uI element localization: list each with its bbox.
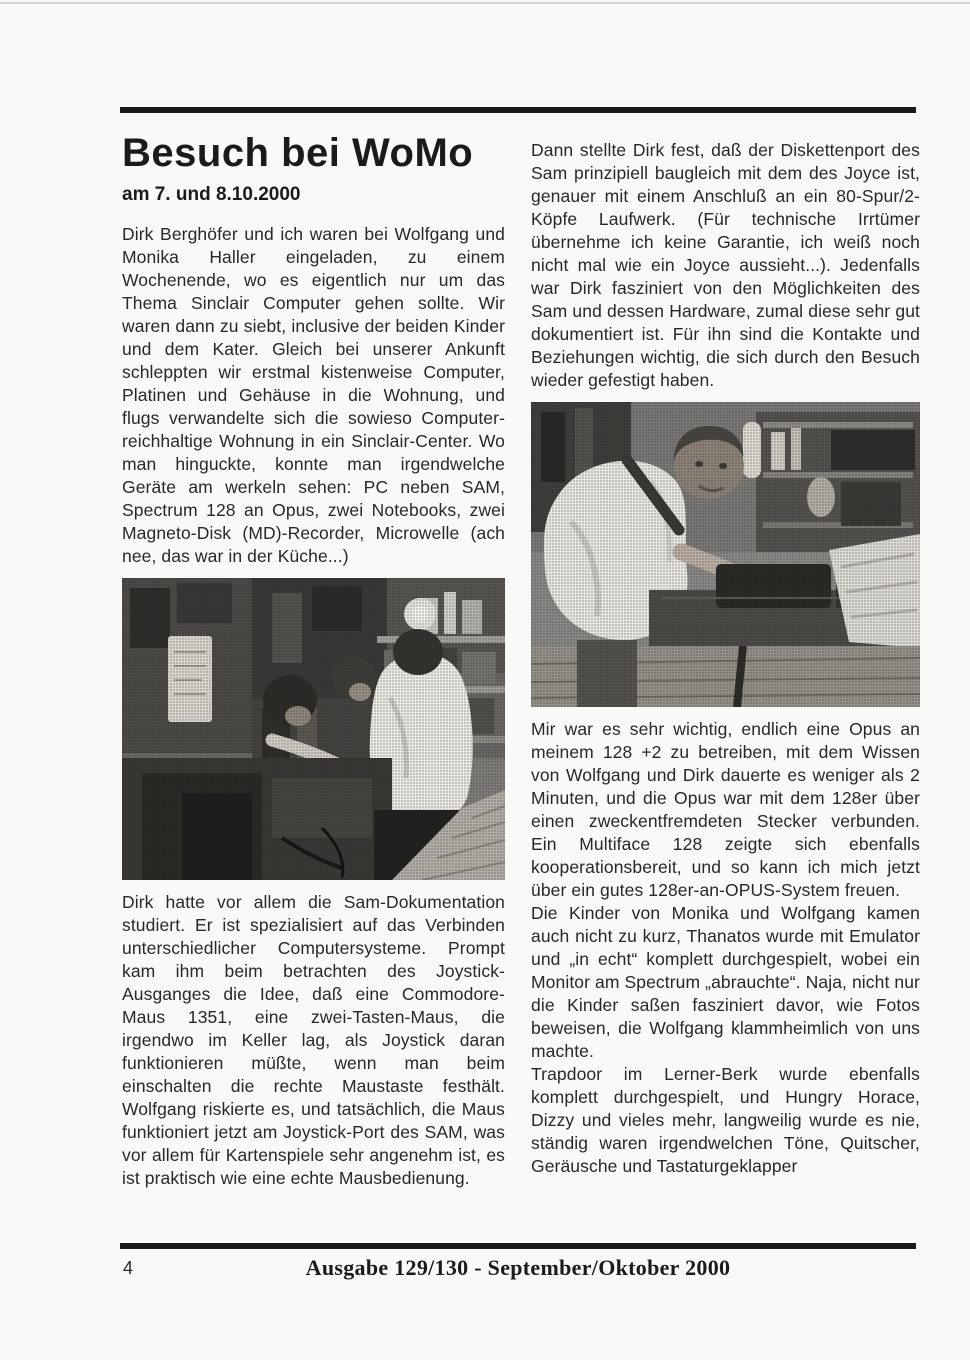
header-rule (120, 107, 916, 113)
left-column (122, 132, 505, 1190)
paragraph-right-4: Trapdoor im Lerner-Berk wurde ebenfalls komplett durchgespielt, und Hungry Horace, Dizzy und vieles mehr, langweilig wurde es nie, ständig waren irgendwelchen Töne, Quitscher, Geräusche und Tastaturgeklapper (531, 1064, 920, 1176)
photo-right-illustration (531, 402, 920, 707)
photo-man-bending-over-desk (531, 402, 920, 707)
article-title: Besuch bei WoMo (122, 131, 474, 175)
footer-rule (120, 1243, 916, 1249)
paragraph-left-2: Dirk hatte vor allem die Sam-Dokumentation studiert. Er ist spezialisiert auf das Verbinden unterschiedlicher Computersysteme. Prompt kam ihm beim betrachten des Joystick-Ausganges die Idee, daß eine Commodore-Maus 1351, eine zwei-Tasten-Maus, die irgendwo im Keller lag, als Joystick daran funktionieren müßte, wenn man beim einschalten die rechte Maustaste festhält. Wolfgang riskierte es, und tatsächlich, die Maus funktioniert jetzt am Joystick-Port des SAM, was vor allem für Kartenspiele sehr angenehm ist, es ist praktisch wie eine echte Mausbedienung. (122, 892, 505, 1189)
paragraph-left-1: Dirk Berghöfer und ich waren bei Wolfgang und Monika Haller eingeladen, zu einem Wochenende, wo es eigentlich nur um das Thema Sinclair Computer gehen sollte. Wir waren dann zu siebt, inclusive der beiden Kinder und dem Kater. Gleich bei unserer Ankunft schleppten wir erstmal kistenweise Computer, Platinen und Gehäuse in die Wohnung, und flugs verwandelte sich die sowieso Computer-reichhaltige Wohnung in ein Sinclair-Center. Wo man hinguckte, konnte man irgendwelche Geräte am werkeln sehen: PC neben SAM, Spectrum 128 an Opus, zwei Notebooks, zwei Magneto-Disk (MD)-Recorder, Microwelle (ach nee, das war in der Küche...) (122, 224, 505, 567)
paragraph-right-1: Dann stellte Dirk fest, daß der Diskettenport des Sam prinzipiell baugleich mit dem des Joyce ist, genauer mit einem Anschluß an ein 80-Spur/2-Köpfe Laufwerk. (Für technische Irrtümer übernehme ich keine Garantie, ich weiß noch nicht mal wie ein Joyce aussieht...). Jedenfalls war Dirk fasziniert von den Möglichkeiten des Sam und dessen Hardware, zumal diese sehr gut dokumentiert ist. Für ihn sind die Kontakte und Beziehungen wichtig, die sich durch den Besuch wieder gefestigt haben. (531, 140, 920, 390)
paragraph-right-3: Die Kinder von Monika und Wolfgang kamen auch nicht zu kurz, Thanatos wurde mit Emulator und „in echt“ komplett durchgespielt, wobei ein Monitor am Spectrum „abrauchte“. Naja, nicht nur die Kinder saßen fasziniert davor, wie Fotos beweisen, die Wolfgang klammheimlich von uns machte. (531, 903, 920, 1061)
article-subtitle: am 7. und 8.10.2000 (122, 184, 301, 206)
footer-issue-line: Ausgabe 129/130 - September/Oktober 2000 (305, 1255, 731, 1280)
right-column (531, 130, 920, 1178)
photo-people-at-computer-shelves (122, 578, 505, 880)
scan-edge-line (0, 2, 970, 4)
photo-left-illustration (122, 578, 505, 880)
paragraph-right-2: Mir war es sehr wichtig, endlich eine Opus an meinem 128 +2 zu betreiben, mit dem Wissen von Wolfgang und Dirk dauerte es weniger als 2 Minuten, und die Opus war mit dem 128er über einen zweckentfremdeten Stecker verbunden. Ein Multiface 128 zeigte sich ebenfalls kooperationsbereit, und so kann ich mich jetzt über ein gutes 128er-an-OPUS-System freuen. (531, 719, 920, 900)
footer-page-number: 4 (123, 1258, 134, 1278)
